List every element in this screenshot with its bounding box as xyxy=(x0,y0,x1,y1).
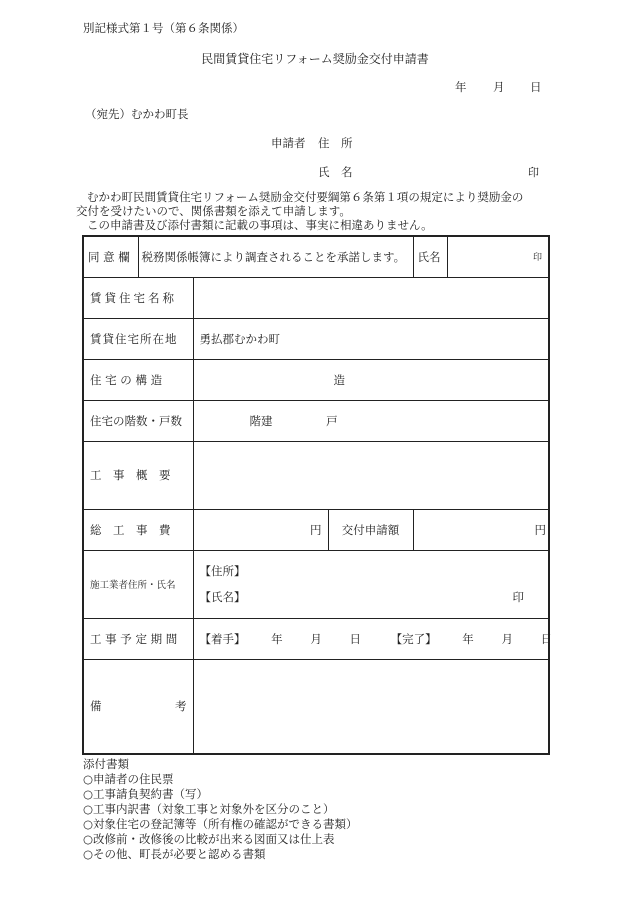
end-year: 年 xyxy=(462,631,474,646)
floors-field[interactable] xyxy=(193,400,549,441)
form-number: 別記様式第１号（第６条関係） xyxy=(83,21,244,35)
summary-field[interactable] xyxy=(193,441,549,509)
contractor-seal: 印 xyxy=(512,590,525,604)
grant-amount-yen: 円 xyxy=(534,522,547,537)
contractor-label: 施工業者住所・氏名 xyxy=(83,550,193,618)
summary-row xyxy=(83,441,549,509)
floors-label: 住宅の階数・戸数 xyxy=(83,400,193,441)
contractor-field[interactable] xyxy=(193,550,549,618)
attachment-item: ○工事内訳書（対象工事と対象外を区分のこと） xyxy=(83,802,335,816)
contractor-name-line xyxy=(200,584,543,610)
date-month-label: 月 xyxy=(493,80,505,94)
end-day: 日 xyxy=(540,631,553,646)
attachment-item: ○改修前・改修後の比較が出来る図面又は仕上表 xyxy=(83,832,335,846)
structure-row xyxy=(83,359,549,400)
total-cost-label: 総 工 事 費 xyxy=(83,509,193,550)
form-title: 民間賃貸住宅リフォーム奨励金交付申請書 xyxy=(201,52,429,66)
date-day-label: 日 xyxy=(530,80,542,94)
consent-text: 税務関係帳簿により調査されることを承諾します。 xyxy=(138,236,413,277)
units-unit: 戸 xyxy=(326,413,338,428)
remarks-label-char-2: 考 xyxy=(175,699,187,714)
contractor-name-tag: 【氏名】 xyxy=(199,590,246,604)
summary-label: 工 事 概 要 xyxy=(83,441,193,509)
date-year-label: 年 xyxy=(455,80,467,94)
contractor-address-tag: 【住所】 xyxy=(199,564,246,578)
rental-location-field[interactable]: 勇払郡むかわ町 xyxy=(193,318,549,359)
applicant-label: 申請者 xyxy=(271,136,306,150)
attachment-item: ○申請者の住民票 xyxy=(83,772,174,786)
cost-row xyxy=(83,509,549,550)
rental-name-field[interactable] xyxy=(193,277,549,318)
attachments-list xyxy=(83,757,358,862)
consent-seal: 印 xyxy=(447,236,549,277)
remarks-label-char-1: 備 xyxy=(90,699,102,714)
remarks-row xyxy=(83,659,549,754)
attachment-item: ○工事請負契約書（写） xyxy=(83,787,209,801)
total-cost-field[interactable] xyxy=(193,509,328,550)
grant-amount-label: 交付申請額 xyxy=(328,509,413,550)
consent-row xyxy=(83,236,549,277)
application-form-table xyxy=(82,235,553,755)
start-month: 月 xyxy=(310,631,322,646)
start-tag: 【着手】 xyxy=(199,631,246,646)
applicant-address-label: 住 所 xyxy=(318,136,353,150)
end-tag: 【完了】 xyxy=(390,631,437,646)
applicant-seal: 印 xyxy=(528,166,539,179)
application-statement xyxy=(76,190,556,232)
rental-location-row xyxy=(83,318,549,359)
consent-label: 同 意 欄 xyxy=(83,236,138,277)
start-year: 年 xyxy=(271,631,283,646)
structure-unit: 造 xyxy=(333,372,345,387)
attachment-item: ○その他、町長が必要と認める書類 xyxy=(83,847,266,861)
schedule-label: 工 事 予 定 期 間 xyxy=(83,618,193,659)
floors-row xyxy=(83,400,549,441)
grant-amount-field[interactable] xyxy=(413,509,549,550)
schedule-field[interactable] xyxy=(193,618,553,659)
remarks-field[interactable] xyxy=(193,659,549,754)
contractor-row xyxy=(83,550,549,618)
end-month: 月 xyxy=(501,631,513,646)
rental-location-label: 賃貸住宅所在地 xyxy=(83,318,193,359)
structure-label: 住 宅 の 構 造 xyxy=(83,359,193,400)
total-cost-yen: 円 xyxy=(310,522,322,537)
rental-name-label: 賃貸住宅名称 xyxy=(83,277,193,318)
applicant-name-label: 氏 名 xyxy=(318,165,353,179)
structure-field[interactable] xyxy=(193,359,549,400)
start-day: 日 xyxy=(349,631,361,646)
statement-line-2: 交付を受けたいので、関係書類を添えて申請します。 xyxy=(76,204,351,218)
rental-name-row xyxy=(83,277,549,318)
attachments-heading: 添付書類 xyxy=(83,757,129,771)
statement-line-3: この申請書及び添付書類に記載の事項は、事実に相違ありません。 xyxy=(87,218,433,232)
statement-line-1: むかわ町民間賃貸住宅リフォーム奨励金交付要綱第６条第１項の規定により奨励金の xyxy=(87,190,524,204)
schedule-row xyxy=(83,618,549,659)
consent-name-label: 氏名 xyxy=(413,236,447,277)
addressee: （宛先）むかわ町長 xyxy=(85,107,189,121)
attachment-item: ○対象住宅の登記簿等（所有権の確認ができる書類） xyxy=(83,817,358,831)
remarks-label xyxy=(83,659,193,754)
floors-unit: 階建 xyxy=(249,413,273,428)
